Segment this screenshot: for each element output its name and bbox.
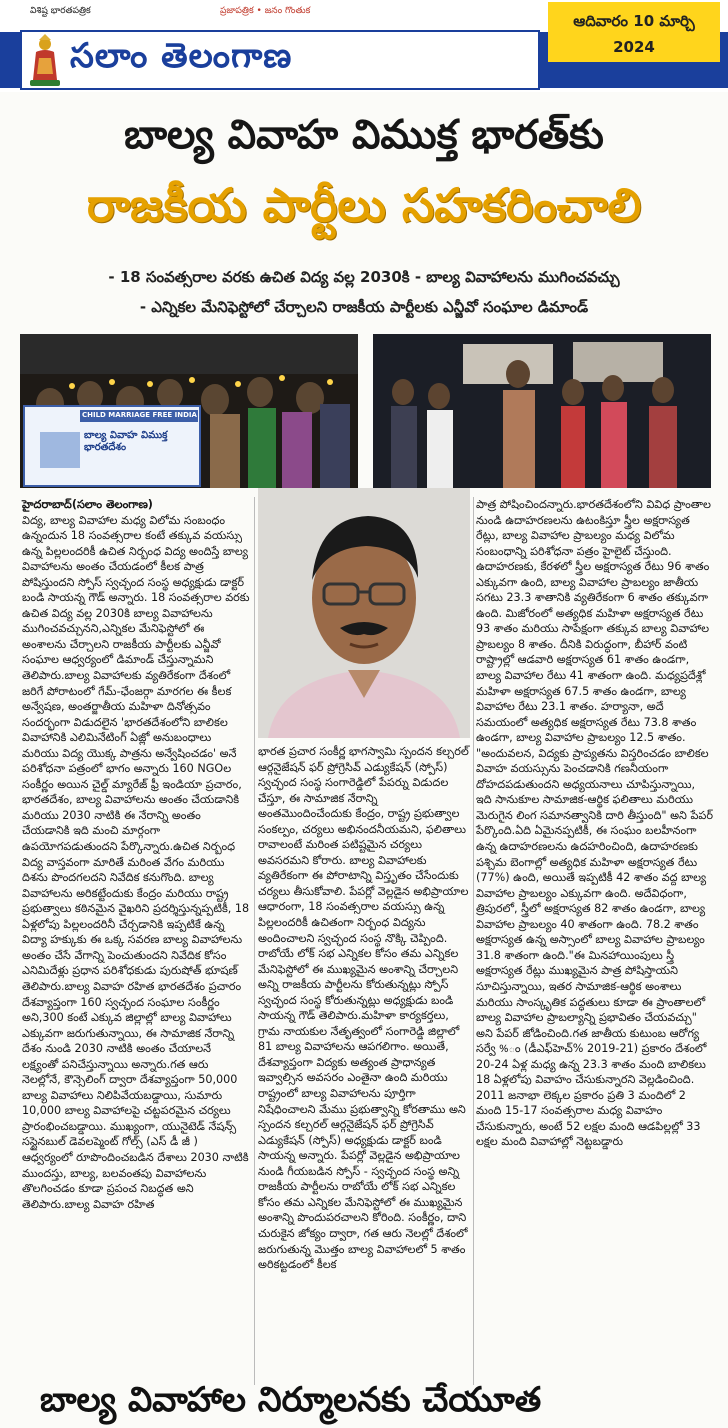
article-column-1-text: విద్య, బాల్య వివాహాల మధ్య విలోమ సంబంధం ఉన్నందున 18 సంవత్సరాల కంటే తక్కువ వయస్సు ఉన్న పిల్లలందరికీ ఉచిత నిర్బంధ విద్య అందిస్తే బాల్య వివాహాలను అంతం చేయడంలో కీలక పాత్ర పోషిస్తుందని స్పోస్ స్వచ్ఛంద సంస్థ అధ్యక్షుడు డాక్టర్ బండి సాయన్న గౌడ్ అన్నారు. 18 సంవత్సరాల వరకు ఉచిత విద్య వల్ల 2030కి బాల్య వివాహాలను ముగించవచ్చునని,ఎన్నికల మేనిఫెస్టోలో ఈ అంశాలను చేర్చాలని రాజకీయ పార్టీలకు ఎన్జీవో సంఘాల ఆధ్వర్యంలో డిమాండ్ చేస్తున్నామని తెలిపారు.బాల్య వివాహాలకు వ్యతిరేకంగా దేశంలో జరిగే పోరాటంలో గేమ్-ఛేంజర్గా మారగల ఈ కీలక అన్వేషణ, అంతర్జాతీయ మహిళా దినోత్సవం సందర్భంగా విడుదలైన 'భారతదేశంలోని బాలికల వివాహానికి ఎలిమినేటింగ్ ఏజ్లో అనుబంధాలు మరియు విద్య యొక్క పాత్రను అన్వేషించడం' అనే పరిశోధనా పత్రంలో భాగం అన్నారు 160 NGOల సంకీర్ణం అయిన చైల్డ్ మ్యారేజ్ ఫ్రీ ఇండియా ప్రచారం, భారతదేశం, బాల్య వివాహాలను అంతం చేయడానికి మరియు 2030 నాటికి ఈ నేరాన్ని అంతం చేయడానికి ఇది మంచి మార్గంగా ఉపయోగపడుతుందని పేర్కొన్నారు.ఉచిత నిర్బంధ విద్య వాస్తవంగా మారితే మరింత వేగం మరియు దిశను పొందగలదని నివేదిక కనుగొంది. బాల్య వివాహాలను అరికట్టేందుకు కేంద్రం మరియు రాష్ట్ర ప్రభుత్వాలు కఠినమైన వైఖరిని ప్రదర్శిస్తున్నప్పటికీ, 18 ఏళ్లలోపు పిల్లలందరినీ చేర్చడానికి ఇప్పటికే ఉన్న విద్యా హక్కుకు ఈ ఒక్క సవరణ బాల్య వివాహాలను అంతం చేసే వేగాన్ని పెంచుతుందని నివేదిక కోసం ఎనిమిదేళ్లు ప్రధాన పరిశోధకుడు పురుషోత్ భూషణ్ తెలిపారు.బాల్య వివాహ రహిత భారతదేశం ప్రచారం దేశవ్యాప్తంగా 160 స్వచ్ఛంద సంఘాల సంకీర్ణం అని,300 కంటే ఎక్కువ జిల్లాల్లో బాల్య వివాహాలు ఎక్కువగా జరుగుతున్నాయి, ఈ సామాజిక నేరాన్ని దేశం నుండి 2030 నాటికి అంతం చేయాలనే లక్ష్యంతో పనిచేస్తున్నాయి అన్నారు.గత ఆరు నెలల్లోనే, కౌన్సెలింగ్ ద్వారా దేశవ్యాప్తంగా 50,000 బాల్య వివాహాలు నిలిపివేయబడ్డాయి, సుమారు 10,000 బాల్య వివాహాలపై చట్టపరమైన చర్యలు ప్రారంభించబడ్డాయి. ముఖ్యంగా, యునైటెడ్ నేషన్స్ సస్టైనబుల్ డెవలప్మెంట్ గోల్స్ (ఎస్ డీ జీ ) ఆధ్వర్యంలో రూపొందించబడిన దేశాలు 2030 నాటికి ముందస్తు, బాల్య, బలవంతపు వివాహాలను తొలగించడం కూడా ప్రపంచ నిబద్ధత అని తెలిపారు.బాల్య వివాహ రహిత <box>22 513 250 1211</box>
masthead-tagline-right: ప్రజాపత్రిక • జనం గొంతుక <box>220 6 311 16</box>
column-rule-2 <box>473 497 474 1385</box>
column-rule-1 <box>254 497 255 1385</box>
newspaper-title: సలాం తెలంగాణ <box>70 36 293 76</box>
portrait-illustration <box>258 488 470 738</box>
article-column-1 <box>22 497 250 1385</box>
subhead-2: - ఎన్నికల మేనిఫెస్టోలో చేర్చాలని రాజకీయ పార్టీలకు ఎన్జీవో సంఘాల డిమాండ్ <box>139 298 589 316</box>
goddess-logo-icon <box>26 34 64 88</box>
date-year: 2024 <box>613 38 655 56</box>
rally-photo-right <box>373 334 711 488</box>
headline-line-1: బాల్య వివాహ విముక్త భారత్‌కు <box>124 112 604 158</box>
headline-line-2: రాజకీయ పార్టీలు సహకరించాలి <box>86 178 642 232</box>
subhead-1: - 18 సంవత్సరాల వరకు ఉచిత విద్య వల్ల 2030కి - బాల్య వివాహాలను ముగించవచ్చు <box>108 268 620 286</box>
article-column-2: భారత ప్రచార సంకీర్ణ భాగస్వామి స్పందన కల్చరల్ ఆర్గనైజేషన్ ఫర్ ప్రోగ్రెసివ్ ఎడ్యుకేషన్ (స్పోస్) స్వచ్ఛంద సంస్థ సంగారెడ్డిలో పేపర్ను విడుదల చేస్తూ, ఈ సామాజిక నేరాన్ని అంతమొందించేందుకు కేంద్రం, రాష్ట్ర ప్రభుత్వాల సంకల్పం, చర్యలు అభినందనీయమని, ఫలితాలు రావాలంటే మరింత పటిష్టమైన చర్యలు అవసరమని కోరారు. బాల్య వివాహాలకు వ్యతిరేకంగా ఈ పోరాటాన్ని విస్తృతం చేసేందుకు చర్యలు తీసుకోవాలి. పేపర్లో వెల్లడైన అభిప్రాయాల ఆధారంగా, 18 సంవత్సరాల వయస్సు ఉన్న పిల్లలందరికీ ఉచితంగా నిర్బంధ విద్యను అందించాలని స్వచ్ఛంద సంస్థ నొక్కి చెప్పింది. రాబోయే లోక్ సభ ఎన్నికల కోసం తమ ఎన్నికల మేనిఫెస్టోలో ఈ ముఖ్యమైన అంశాన్ని చేర్చాలని అన్ని రాజకీయ పార్టీలను కోరుతున్నట్లు స్పోస్ స్వచ్ఛంద సంస్థ కోరుతున్నట్లు అధ్యక్షుడు బండి సాయన్న గౌడ్ తెలిపారు.మహిళా కార్యకర్తలు, గ్రామ నాయకుల నేతృత్వంలో సంగారెడ్డి జిల్లాలో 81 బాల్య వివాహాలను ఆపగలిగాం. అయితే, దేశవ్యాప్తంగా విద్యకు అత్యంత ప్రాధాన్యత ఇవ్వాల్సిన అవసరం ఎంతైనా ఉంది మరియు రాష్ట్రంలో బాల్య వివాహాలను పూర్తిగా నిషేధించాలని మేము ప్రభుత్వాన్ని కోరతాము అని స్పందన కల్చరల్ ఆర్గనైజేషన్ ఫర్ ప్రోగ్రెసివ్ ఎడ్యుకేషన్ (స్పోస్) అధ్యక్షుడు డాక్టర్ బండి సాయన్న అన్నారు. పేపర్లో వెల్లడైన అభిప్రాయాల నుండి గీయబడిన స్పోస్ - స్వచ్ఛంద సంస్థ అన్ని రాజకీయ పార్టీలను రాబోయే లోక్ సభ ఎన్నికల కోసం తమ ఎన్నికల మేనిఫెస్టోలో ఈ ముఖ్యమైన అంశాన్ని పొందుపరచాలని కోరింది. సంకీర్ణం, దాని చురుకైన జోక్యం ద్వారా, గత ఆరు నెలల్లో దేశంలో జరుగుతున్న మొత్తం బాల్య వివాహాలలో 5 శాతం అరికట్టడంలో కీలక <box>258 745 469 1272</box>
article-dateline: హైదరాబాద్(సలాం తెలంగాణ) <box>22 498 153 511</box>
speaker-rally-illustration <box>373 334 711 488</box>
date-box <box>548 2 720 62</box>
author-portrait <box>258 488 470 738</box>
banner-top-text: CHILD MARRIAGE FREE INDIA <box>82 411 197 419</box>
rally-photo-left <box>20 334 358 488</box>
masthead-tagline-left: విశిష్ట భారతపత్రిక <box>30 6 91 16</box>
banner-main-text: బాల్య వివాహ విముక్త భారతదేశం <box>84 430 168 453</box>
masthead <box>0 0 728 92</box>
date-weekday: ఆదివారం 10 మార్చి <box>573 12 695 30</box>
next-headline-text: బాల్య వివాహాల నిర్మూలనకు చేయూత <box>40 1380 542 1420</box>
article-column-3: పాత్ర పోషించిందన్నారు.భారతదేశంలోని వివిధ ప్రాంతాల నుండి ఉదాహరణలను ఉటంకిస్తూ స్త్రీల అక్షరాస్యత రేట్లు, బాల్య వివాహాల ప్రాబల్యం మధ్య విలోమ సంబంధాన్ని పరిశోధనా పత్రం హైలైట్ చేస్తుంది. ఉదాహరణకు, కేరళలో స్త్రీల అక్షరాస్యత రేటు 96 శాతం ఎక్కువగా ఉంది, బాల్య వివాహాల ప్రాబల్యం జాతీయ సగటు 23.3 శాతానికి వ్యతిరేకంగా 6 శాతం తక్కువగా ఉంది. మిజోరంలో అత్యధిక మహిళా అక్షరాస్యత రేటు 93 శాతం మరియు సాపేక్షంగా తక్కువ బాల్య వివాహాల ప్రాబల్యం 8 శాతం. దీనికి విరుద్ధంగా, బీహార్ వంటి రాష్ట్రాల్లో ఆడవారి అక్షరాస్యత 61 శాతం ఉండగా, బాల్య వివాహాల రేటు 41 శాతంగా ఉంది. మధ్యప్రదేశ్లో మహిళా అక్షరాస్యత 67.5 శాతం ఉండగా, బాల్య వివాహాల రేటు 23.1 శాతం. హర్యానా, అదే సమయంలో అత్యధిక అక్షరాస్యత రేటు 73.8 శాతం ఉండగా, బాల్య వివాహాల ప్రాబల్యం 12.5 శాతం. "అందువలన, విద్యకు ప్రాప్యతను విస్తరించడం బాలికల వివాహ వయస్సును పెంచడానికి గణనీయంగా దోహదపడుతుందని అధ్యయనాలు చూపిస్తున్నాయి, ఇది సానుకూల సామాజిక-ఆర్థిక ఫలితాలు మరియు మెరుగైన లింగ సమానత్వానికి దారి తీస్తుంది" అని పేపర్ పేర్కొంది.ఏది ఏమైనప్పటికీ, ఈ సంఘం బలహీనంగా ఉన్న ఉదాహరణలను ఉదహరించింది, ఉదాహరణకు పశ్చిమ బెంగాల్లో అత్యధిక మహిళా అక్షరాస్యత రేటు (77%) ఉంది, అయితే ఇప్పటికీ 42 శాతం వద్ద బాల్య వివాహాల ప్రాబల్యం ఎక్కువగా ఉంది. అదేవిధంగా, త్రిపురలో, స్త్రీలో అక్షరాస్యత 82 శాతం ఉండగా, బాల్య వివాహాల ప్రాబల్యం 40 శాతంగా ఉంది. 78.2 శాతం అక్షరాస్యత ఉన్న అస్సాంలో బాల్య వివాహాల ప్రాబల్యం 31.8 శాతంగా ఉంది."ఈ మినహాయింపులు స్త్రీ అక్షరాస్యత రేట్లు ముఖ్యమైన పాత్ర పోషిస్తాయని సూచిస్తున్నాయి, ఇతర సామాజిక-ఆర్థిక అంశాలు మరియు సాంస్కృతిక పద్ధతులు కూడా ఈ ప్రాంతాలలో బాల్య వివాహాల ప్రాబల్యాన్ని ప్రభావితం చేయవచ్చు" అని పేపర్ జోడించింది.గత జాతీయ కుటుంబ ఆరోగ్య సర్వే %ం (డీఎఫ్‌హెచ్% 2019-21) ప్రకారం దేశంలో 20-24 ఏళ్ల మధ్య ఉన్న 23.3 శాతం మంది బాలికలు 18 ఏళ్లలోపు వివాహం చేసుకున్నారని వెల్లడించింది. 2011 జనాభా లెక్కల ప్రకారం ప్రతి 3 మందిలో 2 మంది 15-17 సంవత్సరాల మధ్య వివాహం చేసుకున్నారు, అంటే 52 లక్షల మంది ఆడపిల్లల్లో 33 లక్షల మంది వివాహాల్లో నెట్టబడ్డారు <box>476 498 713 1149</box>
next-headline-strip <box>0 1380 728 1420</box>
